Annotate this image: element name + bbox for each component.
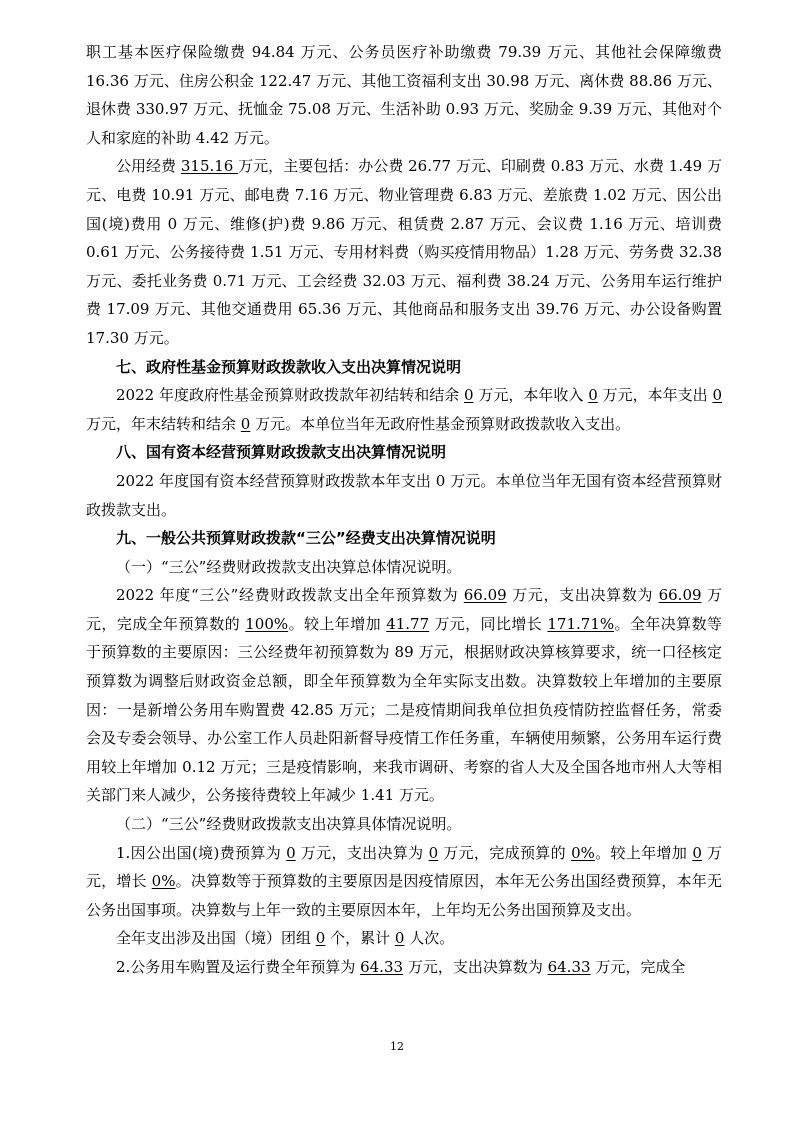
text: 人次。 (404, 929, 455, 948)
underlined-value: 0 (588, 386, 598, 405)
paragraph-overseas-groups (86, 924, 722, 953)
text: 万元，支出决算数为 (506, 586, 659, 605)
text: 。较上年增加 (594, 843, 693, 862)
text: 万元，主要包括：办公费 26.77 万元、印刷费 0.83 万元、水费 1.49 万元、电费 10.91 万元、邮电费 7.16 万元、物业管理费 6.83 万元、差旅费 1.02 万元、因公出国(境)费用 0 万元、维修(护)费 9.86 万元、租赁费 2.87 万元、会议费 1.16 万元、培训费 0.61 万元、公务接待费 1.51 万元、专用材料费（购买疫情用物品）1.28 万元、劳务费 32.38 万元、委托业务费 0.71 万元、工会经费 32.03 万元、福利费 38.24 万元、公务用车运行维护费 17.09 万元、其他交通费用 65.36 万元、其他商品和服务支出 39.76 万元、办公设备购置 17.30 万元。 (86, 157, 722, 347)
underlined-value: 100% (245, 614, 289, 633)
underlined-value: 0% (151, 872, 176, 891)
underlined-value: 41.77 (386, 614, 430, 633)
text: 全年支出涉及出国（境）团组 (116, 929, 316, 948)
section-heading-7: 七、政府性基金预算财政拨款收入支出决算情况说明 (116, 357, 462, 376)
text: 个，累计 (325, 929, 395, 948)
paragraph-overseas-travel (86, 839, 722, 925)
underlined-value: 0 (315, 929, 326, 948)
text: 万元，支出决算数为 (403, 958, 548, 976)
paragraph-public-costs (86, 152, 722, 352)
subsection-heading-2: （二）“三公”经费财政拨款支出决算具体情况说明。 (116, 815, 462, 834)
text: 万元，完成全 (590, 958, 686, 976)
underlined-value: 0% (571, 843, 595, 862)
underlined-value: 66.09 (658, 586, 702, 605)
paragraph-three-public-overall (86, 581, 722, 810)
section-heading-8: 八、国有资本经营预算财政拨款支出决算情况说明 (116, 443, 447, 462)
text: 2.公务用车购置及运行费全年预算为 (116, 958, 361, 976)
text: 万元。本单位当年无政府性基金预算财政拨款收入支出。 (250, 414, 631, 433)
text: 公用经费 (116, 157, 181, 176)
text: 2022 年度“三公”经费财政拨款支出全年预算数为 (116, 586, 464, 605)
text: 2022 年度政府性基金预算财政拨款年初结转和结余 (116, 386, 465, 405)
underlined-value: 64.33 (360, 958, 404, 976)
text: 万元，增长 (86, 843, 722, 891)
text: 万元，本年支出 (597, 386, 713, 405)
section-heading-9: 九、一般公共预算财政拨款“三公”经费支出决算情况说明 (116, 529, 496, 548)
text: 。决算数等于预算数的主要原因是因疫情原因，本年无公务出国经费预算，本年无公务出国事项。决算数与上年一致的主要原因本年，上年均无公务出国预算及支出。 (86, 872, 722, 919)
subsection-heading-1: （一）“三公”经费财政拨款支出决算总体情况说明。 (116, 557, 462, 576)
text: 万元，年末结转和结余 (86, 414, 241, 433)
text: 。全年决算数等于预算数的主要原因：三公经费年初预算数为 89 万元，根据财政决算核算要求，统一口径核定预算数为调整后财政资金总额，即全年预算数为全年实际支出数。决算数较上年增加的主要原因：一是新增公务用车购置费 42.85 万元；二是疫情期间我单位担负疫情防控监督任务，常委会及专委会领导、办公室工作人员赴阳新督导疫情工作任务重，车辆使用频繁，公务用车运行费用较上年增加 0.12 万元；三是疫情影响，来我市调研、考察的省人大及全国各地市州人大等相关部门来人减少，公务接待费较上年减少 1.41 万元。 (86, 614, 722, 805)
underlined-value: 0 (712, 386, 722, 405)
underlined-value: 0 (394, 929, 405, 948)
underlined-value: 171.71% (547, 614, 615, 633)
underlined-value: 66.09 (463, 586, 507, 605)
paragraph-personnel-costs: 职工基本医疗保险缴费 94.84 万元、公务员医疗补助缴费 79.39 万元、其他社会保障缴费 16.36 万元、住房公积金 122.47 万元、其他工资福利支出 30.98 万元、离休费 88.86 万元、退休费 330.97 万元、抚恤金 75.08 万元、生活补助 0.93 万元、奖励金 9.39 万元、其他对个人和家庭的补助 4.42 万元。 (86, 43, 722, 147)
underlined-value: 315.16 (180, 157, 239, 176)
text: 万元，支出决算为 (295, 843, 429, 862)
paragraph-vehicle-costs (86, 953, 722, 982)
underlined-value: 0 (286, 843, 296, 862)
underlined-value: 0 (240, 414, 251, 433)
text: 万元，完成全年预算数的 (86, 586, 722, 633)
text: 万元，本年收入 (473, 386, 589, 405)
underlined-value: 0 (692, 843, 702, 862)
text: 。较上年增加 (288, 614, 387, 633)
underlined-value: 64.33 (547, 958, 591, 976)
document-body (86, 38, 722, 982)
paragraph-government-fund (86, 381, 722, 438)
text: 万元，完成预算的 (438, 843, 572, 862)
paragraph-state-capital: 2022 年度国有资本经营预算财政拨款本年支出 0 万元。本单位当年无国有资本经营预算财政拨款支出。 (86, 471, 722, 519)
text: 万元，同比增长 (429, 614, 548, 633)
text: 1.因公出国(境)费预算为 (116, 843, 287, 862)
underlined-value: 0 (464, 386, 474, 405)
page-number: 12 (390, 1040, 404, 1053)
underlined-value: 0 (428, 843, 439, 862)
